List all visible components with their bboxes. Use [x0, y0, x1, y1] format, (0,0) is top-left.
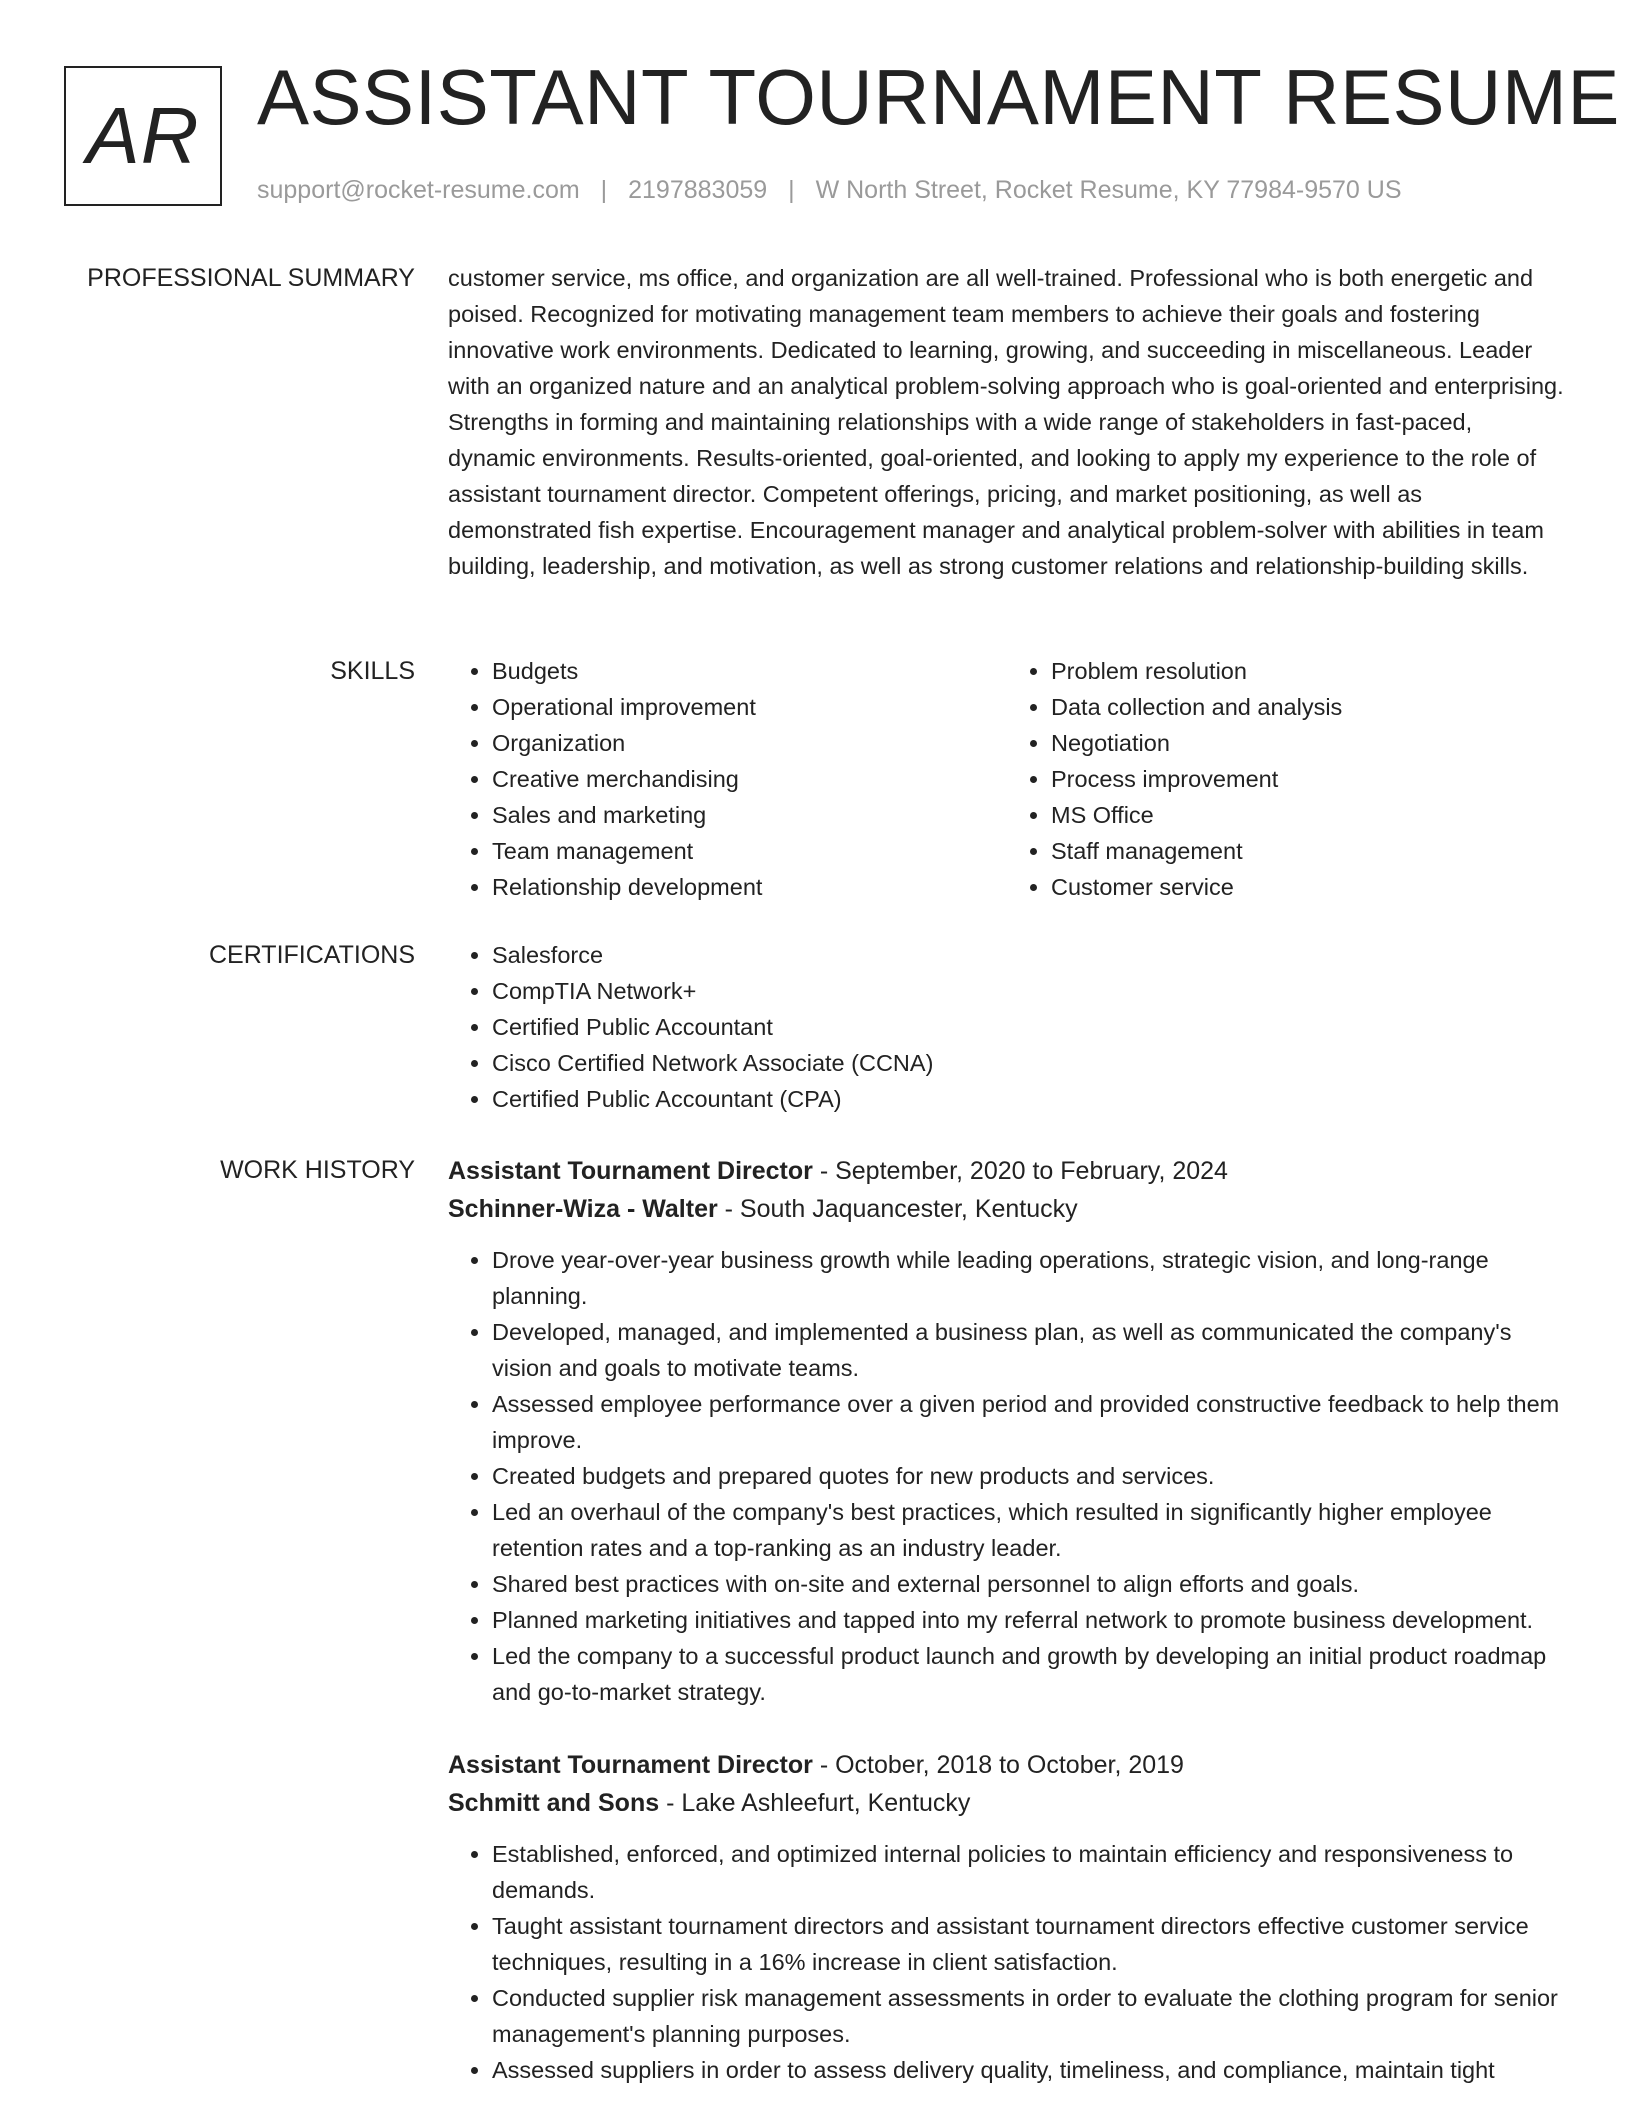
- job-location: - Lake Ashleefurt, Kentucky: [659, 1789, 971, 1817]
- certification-item: • Cisco Certified Network Associate (CCNA): [492, 1045, 1566, 1081]
- job-dates: - September, 2020 to February, 2024: [812, 1157, 1228, 1185]
- job-company-line: [448, 1190, 1566, 1228]
- monogram-box: [64, 66, 222, 206]
- contact-phone[interactable]: 2197883059: [628, 176, 768, 204]
- summary-text: customer service, ms office, and organization are all well-trained. Professional who is both energetic and poised. Recognized for motivating management team members to achieve their goals and fostering innovative work environments. Dedicated to learning, growing, and succeeding in miscellaneous. Leader with an organized nature and an analytical problem-solving approach who is goal-oriented and enterprising. Strengths in forming and maintaining relationships with a wide range of stakeholders in fast-paced, dynamic environments. Results-oriented, goal-oriented, and looking to apply my experience to the role of assistant tournament director. Competent offerings, pricing, and market positioning, as well as demonstrated fish expertise. Encouragement manager and analytical problem-solver with abilities in team building, leadership, and motivation, as well as strong customer relations and relationship-building skills.: [448, 265, 1564, 579]
- job-bullet: • Shared best practices with on-site and external personnel to align efforts and goals.: [492, 1566, 1566, 1602]
- job-title-line: [448, 1746, 1566, 1784]
- skill-item: • Process improvement: [1051, 761, 1566, 797]
- resume-title: ASSISTANT TOURNAMENT RESUME: [257, 53, 1620, 141]
- job-title: Assistant Tournament Director: [448, 1751, 813, 1779]
- job-company-line: [448, 1784, 1566, 1822]
- contact-email[interactable]: support@rocket-resume.com: [257, 176, 580, 204]
- contact-address: W North Street, Rocket Resume, KY 77984-9570 US: [815, 176, 1402, 204]
- certification-item: • Certified Public Accountant (CPA): [492, 1081, 1566, 1117]
- skill-item: • MS Office: [1051, 797, 1566, 833]
- job-bullet: • Assessed employee performance over a given period and provided constructive feedback to help them improve.: [492, 1386, 1566, 1458]
- monogram-initials: AR: [86, 91, 200, 180]
- section-label-summary: PROFESSIONAL SUMMARY: [87, 264, 415, 292]
- certification-item: • Certified Public Accountant: [492, 1009, 1566, 1045]
- contact-separator: |: [788, 176, 795, 204]
- job-company: Schinner-Wiza - Walter: [448, 1195, 718, 1223]
- skill-item: • Staff management: [1051, 833, 1566, 869]
- skills-list-right: [1007, 653, 1566, 905]
- skill-item: • Data collection and analysis: [1051, 689, 1566, 725]
- job-location: - South Jaquancester, Kentucky: [717, 1195, 1078, 1223]
- skills-list-left: [448, 653, 1007, 905]
- summary-body: [448, 260, 1566, 584]
- contact-separator: |: [600, 176, 608, 204]
- section-label-certifications: CERTIFICATIONS: [208, 941, 415, 969]
- section-label-skills: SKILLS: [330, 657, 415, 685]
- job-bullet: • Drove year-over-year business growth while leading operations, strategic vision, and long-range planning.: [492, 1242, 1566, 1314]
- skill-item: • Relationship development: [492, 869, 1007, 905]
- job-entry: [448, 1152, 1566, 1710]
- skill-item: • Team management: [492, 833, 1007, 869]
- job-bullet: • Created budgets and prepared quotes for new products and services.: [492, 1458, 1566, 1494]
- certifications-body: [448, 937, 1566, 1117]
- skill-item: • Problem resolution: [1051, 653, 1566, 689]
- skill-item: • Negotiation: [1051, 725, 1566, 761]
- skill-item: • Customer service: [1051, 869, 1566, 905]
- job-bullets: [448, 1242, 1566, 1710]
- job-title-line: [448, 1152, 1566, 1190]
- skill-item: • Operational improvement: [492, 689, 1007, 725]
- skill-item: • Creative merchandising: [492, 761, 1007, 797]
- skills-body: [448, 653, 1566, 905]
- job-company: Schmitt and Sons: [448, 1789, 660, 1817]
- section-label-work-history: WORK HISTORY: [220, 1156, 415, 1184]
- certifications-list: [448, 937, 1566, 1117]
- contact-line: [257, 176, 1402, 205]
- job-dates: - October, 2018 to October, 2019: [812, 1751, 1184, 1779]
- job-bullet: • Developed, managed, and implemented a business plan, as well as communicated the company's vision and goals to motivate teams.: [492, 1314, 1566, 1386]
- certification-item: • Salesforce: [492, 937, 1566, 973]
- job-bullet: • Planned marketing initiatives and tapped into my referral network to promote business development.: [492, 1602, 1566, 1638]
- job-bullet: • Conducted supplier risk management assessments in order to evaluate the clothing program for senior management's planning purposes.: [492, 1980, 1566, 2052]
- job-bullet: • Established, enforced, and optimized internal policies to maintain efficiency and responsiveness to demands.: [492, 1836, 1566, 1908]
- job-bullet: • Assessed suppliers in order to assess delivery quality, timeliness, and compliance, maintain tight: [492, 2052, 1566, 2088]
- job-bullets: [448, 1836, 1566, 2088]
- work-history-body: [448, 1152, 1566, 2124]
- certification-item: • CompTIA Network+: [492, 973, 1566, 1009]
- job-entry: [448, 1746, 1566, 2088]
- skill-item: • Organization: [492, 725, 1007, 761]
- job-title: Assistant Tournament Director: [448, 1157, 813, 1185]
- skill-item: • Budgets: [492, 653, 1007, 689]
- job-bullet: • Led the company to a successful product launch and growth by developing an initial product roadmap and go-to-market strategy.: [492, 1638, 1566, 1710]
- job-bullet: • Led an overhaul of the company's best practices, which resulted in significantly higher employee retention rates and a top-ranking as an industry leader.: [492, 1494, 1566, 1566]
- job-bullet: • Taught assistant tournament directors and assistant tournament directors effective customer service techniques, resulting in a 16% increase in client satisfaction.: [492, 1908, 1566, 1980]
- skill-item: • Sales and marketing: [492, 797, 1007, 833]
